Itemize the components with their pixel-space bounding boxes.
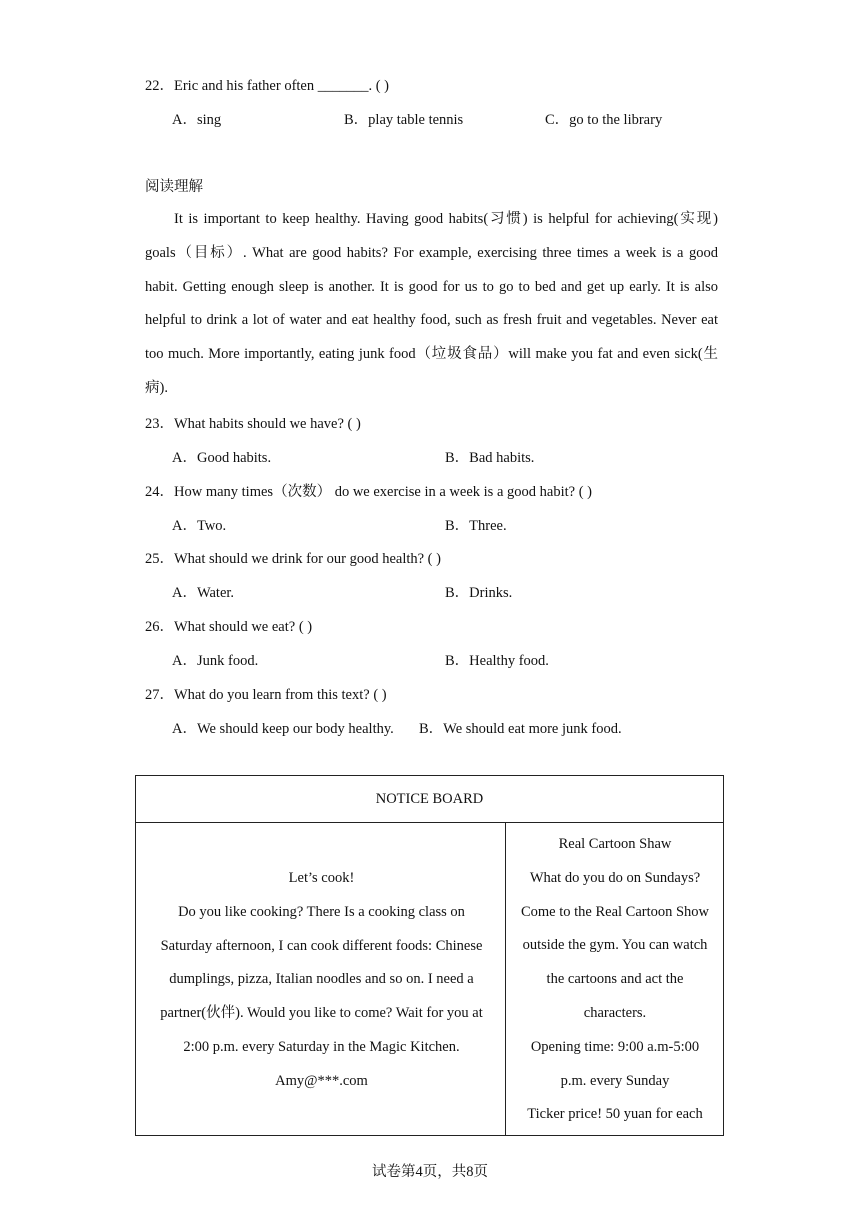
question-22-option-a: A．sing [172, 112, 222, 128]
question-24-option-b: B．Three. [445, 518, 507, 534]
notice-left-line: 2:00 p.m. every Saturday in the Magic Kitchen. [183, 1038, 460, 1055]
notice-left-line: Amy@***.com [275, 1072, 368, 1089]
notice-right-line: Come to the Real Cartoon Show [520, 903, 710, 920]
notice-right-line: the cartoons and act the [546, 971, 684, 988]
question-26-stem: 26．What should we eat? ( ) [145, 619, 313, 635]
question-23-option-b: B．Bad habits. [445, 450, 535, 466]
notice-right-line: outside the gym. You can watch [522, 937, 708, 954]
notice-right-line: Real Cartoon Shaw [558, 836, 672, 852]
section-title: 阅读理解 [145, 179, 203, 195]
notice-cartoon-cell [510, 828, 720, 1132]
notice-left-line: Let’s cook! [288, 870, 355, 886]
page-footer: 试卷第4页，共8页 [372, 1164, 488, 1180]
notice-right-line: What do you do on Sundays? [529, 869, 701, 886]
question-23-stem: 23．What habits should we have? ( ) [145, 416, 361, 432]
question-22-option-b: B．play table tennis [344, 112, 464, 128]
notice-cooking-cell [144, 862, 499, 1099]
notice-board-title: NOTICE BOARD [136, 776, 723, 823]
notice-right-line: Ticker price! 50 yuan for each [527, 1106, 703, 1123]
question-26-option-a: A．Junk food. [172, 653, 259, 669]
notice-right-line: Opening time: 9:00 a.m-5:00 [530, 1038, 700, 1055]
question-22-option-c: C．go to the library [545, 112, 663, 128]
question-27-option-a: A．We should keep our body healthy. [172, 721, 394, 737]
question-22-stem: 22．Eric and his father often _______. ( ) [145, 78, 390, 94]
question-25-stem: 25．What should we drink for our good health? ( ) [145, 551, 441, 567]
column-divider [505, 822, 506, 1135]
notice-left-line: partner(伙伴). Would you like to come? Wait for you at [160, 1005, 483, 1022]
reading-passage [145, 203, 718, 406]
question-26-option-b: B．Healthy food. [445, 653, 549, 669]
passage-text: It is important to keep healthy. Having good habits(习惯) is helpful for achieving(实现) goals（目标）. What are good habits? For example, exercising three times a week is a good habit. Getting enough sleep is another. It is good for us to go to bed and get up early. It is also helpful to drink a lot of water and eat healthy food, such as fresh fruit and vegetables. Never eat too much. More importantly, eating junk food（垃圾食品）will make you fat and even sick(生病). [145, 211, 718, 396]
question-23-option-a: A．Good habits. [172, 450, 272, 466]
notice-right-line: characters. [583, 1004, 647, 1021]
question-25-option-b: B．Drinks. [445, 585, 513, 601]
question-24-option-a: A．Two. [172, 518, 227, 534]
question-25-option-a: A．Water. [172, 585, 235, 601]
question-27-stem: 27．What do you learn from this text? ( ) [145, 687, 387, 703]
question-24-stem: 24．How many times（次数） do we exercise in a week is a good habit? ( ) [145, 484, 592, 500]
notice-right-line: p.m. every Sunday [560, 1072, 670, 1089]
notice-board-table [135, 775, 724, 1136]
notice-left-line: Saturday afternoon, I can cook different foods: Chinese [160, 937, 483, 954]
notice-left-line: dumplings, pizza, Italian noodles and so on. I need a [169, 971, 474, 988]
question-27-option-b: B．We should eat more junk food. [419, 721, 622, 737]
notice-left-line: Do you like cooking? There Is a cooking class on [178, 903, 465, 920]
